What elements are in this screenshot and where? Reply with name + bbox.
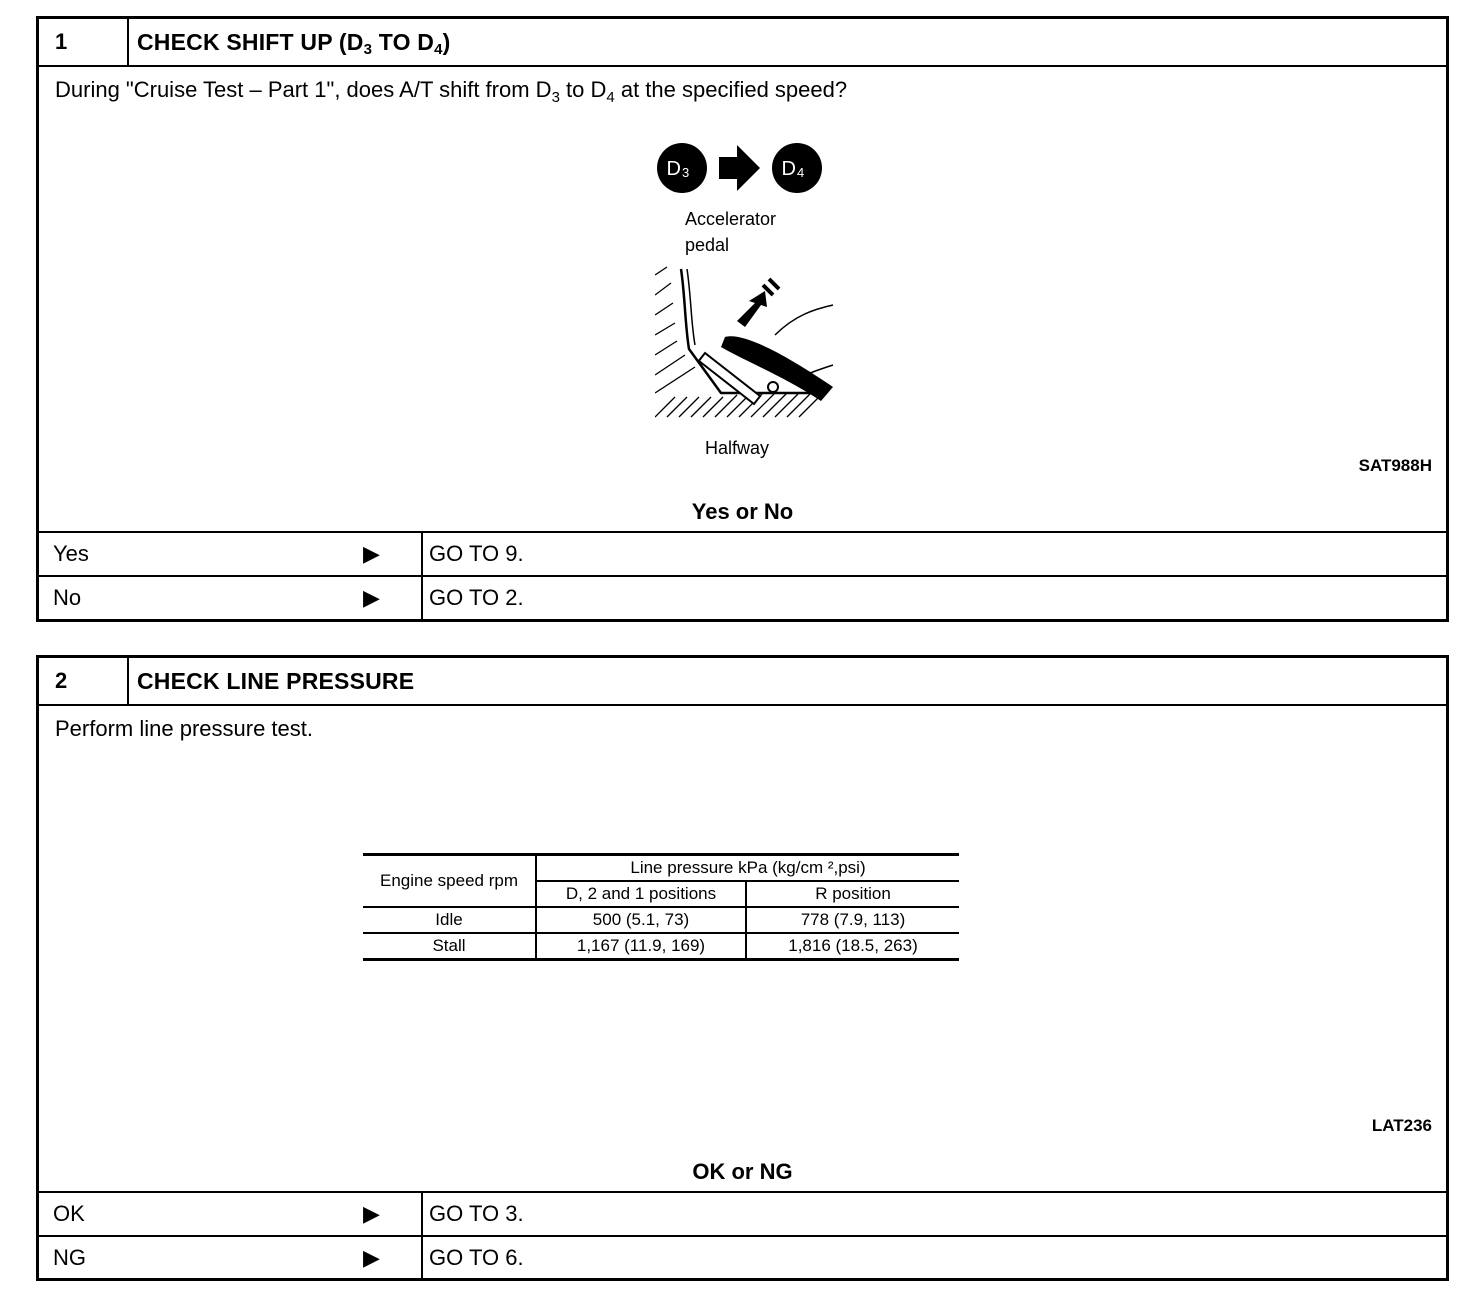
svg-text:D: D (781, 158, 796, 180)
row-header: Engine speed rpm (363, 855, 536, 908)
step-question: During "Cruise Test – Part 1", does A/T shift from $D_3$ to $D_4$ at the specified speed? (55, 77, 848, 106)
halfway-label: Halfway (705, 438, 770, 458)
result-label: NG (53, 1245, 86, 1270)
arrow-right-icon: ▶ (363, 1201, 380, 1226)
group-header: Line pressure kPa (kg/cm ²,psi) (536, 855, 959, 882)
col-header: R position (746, 881, 959, 907)
d3-badge (657, 143, 707, 193)
result-row-yes (39, 531, 1446, 575)
step-title: CHECK SHIFT UP ($D_3$ TO $D_4$) (137, 29, 451, 58)
arrow-right-icon: ▶ (363, 1245, 380, 1270)
table-row: Idle 500 (5.1, 73) 778 (7.9, 113) (363, 907, 959, 933)
accelerator-pedal-illustration (655, 265, 835, 425)
goto-link[interactable]: GO TO 2. (429, 585, 524, 610)
step-2-header (39, 658, 1446, 706)
table-row: Stall 1,167 (11.9, 169) 1,816 (18.5, 263) (363, 933, 959, 960)
figure-code: LAT236 (1371, 1116, 1432, 1135)
step-instruction: Perform line pressure test. (55, 716, 313, 741)
step-2-box (36, 655, 1449, 1281)
result-label: No (53, 585, 82, 610)
arrow-right-icon: ▶ (363, 541, 380, 566)
result-label: OK (53, 1201, 85, 1226)
result-row-no (39, 575, 1446, 621)
answer-prompt: OK or NG (692, 1159, 793, 1184)
svg-text:D: D (666, 158, 681, 180)
figure-code: SAT988H (1358, 456, 1432, 475)
goto-link[interactable]: GO TO 3. (429, 1201, 524, 1226)
svg-text:4: 4 (797, 165, 805, 180)
press-arrow-icon (737, 291, 767, 327)
d4-badge (772, 143, 822, 193)
step-number: 1 (39, 19, 129, 65)
goto-link[interactable]: GO TO 6. (429, 1245, 524, 1270)
step-1-header (39, 19, 1446, 67)
step-title: CHECK LINE PRESSURE (137, 668, 415, 694)
answer-prompt: Yes or No (691, 499, 794, 524)
accelerator-label: Accelerator pedal (685, 209, 777, 255)
arrow-right-icon: ▶ (363, 585, 380, 610)
result-row-ok (39, 1191, 1446, 1235)
step-1-box (36, 16, 1449, 622)
goto-link[interactable]: GO TO 9. (429, 541, 524, 566)
result-label: Yes (53, 541, 89, 566)
svg-text:3: 3 (682, 165, 690, 180)
step-number: 2 (39, 658, 129, 704)
col-header: D, 2 and 1 positions (536, 881, 746, 907)
result-row-ng (39, 1235, 1446, 1280)
line-pressure-table (363, 853, 959, 961)
shift-arrow-icon (719, 145, 760, 191)
